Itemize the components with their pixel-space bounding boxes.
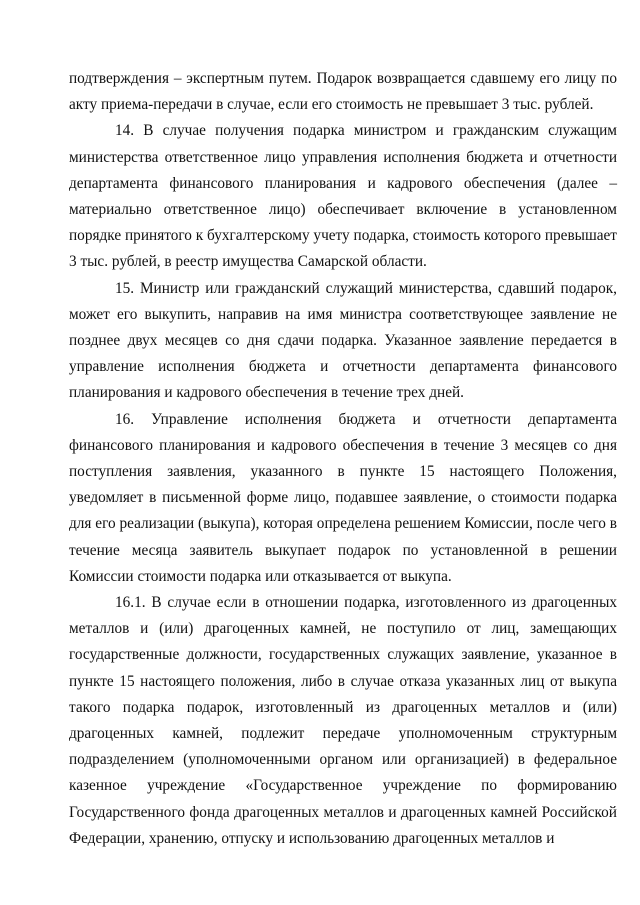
document-page: [69, 66, 617, 852]
paragraph-16: 16. Управление исполнения бюджета и отчетности департамента финансового планирования и кадрового обеспечения в течение 3 месяцев со дня поступления заявления, указанного в пункте 15 настоящего Положения, уведомляет в письменной форме лицо, подавшее заявление, о стоимости подарка для его реализации (выкупа), которая определена решением Комиссии, после чего в течение месяца заявитель выкупает подарок по установленной в решении Комиссии стоимости подарка или отказывается от выкупа.: [69, 410, 617, 585]
paragraph-16-1: 16.1. В случае если в отношении подарка, изготовленного из драгоценных металлов и (или) драгоценных камней, не поступило от лиц, замещающих государственные должности, государственных служащих заявление, указанное в пункте 15 настоящего положения, либо в случае отказа указанных лиц от выкупа такого подарка подарок, изготовленный из драгоценных металлов и (или) драгоценных камней, подлежит передаче уполномоченным структурным подразделением (уполномоченными органом или организацией) в федеральное казенное учреждение «Государственное учреждение по формированию Государственного фонда драгоценных металлов и драгоценных камней Российской Федерации, хранению, отпуску и использованию драгоценных металлов и: [69, 594, 617, 847]
paragraph-14: 14. В случае получения подарка министром и гражданским служащим министерства ответственное лицо управления исполнения бюджета и отчетности департамента финансового планирования и кадрового обеспечения (далее – материально ответственное лицо) обеспечивает включение в установленном порядке принятого к бухгалтерскому учету подарка, стоимость которого превышает 3 тыс. рублей, в реестр имущества Самарской области.: [69, 122, 617, 271]
paragraph-15: 15. Министр или гражданский служащий министерства, сдавший подарок, может его выкупить, направив на имя министра соответствующее заявление не позднее двух месяцев со дня сдачи подарка. Указанное заявление передается в управление исполнения бюджета и отчетности департамента финансового планирования и кадрового обеспечения в течение трех дней.: [69, 279, 617, 402]
paragraph-continuation: подтверждения – экспертным путем. Подарок возвращается сдавшему его лицу по акту приема-передачи в случае, если его стоимость не превышает 3 тыс. рублей.: [69, 70, 617, 114]
